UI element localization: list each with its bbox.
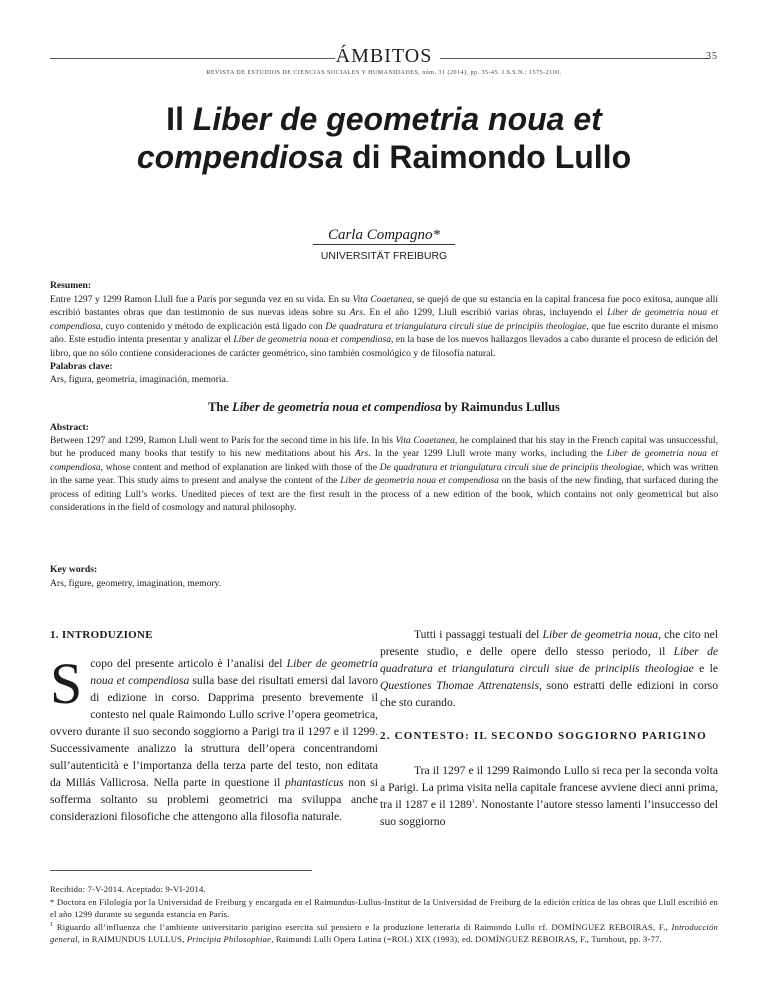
title-part: di Raimondo Lullo	[343, 139, 632, 175]
right-paragraph-2: Tra il 1297 e il 1299 Raimondo Lullo si reca per la seconda volta a Parigi. La prima visita nella capitale francese avviene dieci anni prima, tra il 1287 e il 1289$^1$. Nonostante l’autore stesso lamenti l’insuccesso del suo soggiorno	[380, 764, 718, 828]
journal-logo: ÁMBITOS	[335, 45, 433, 67]
resumen-text: Entre 1297 y 1299 Ramon Llull fue a París por segunda vez en su vida. En su Vita Coaetanea, se quejó de que su estancia en la capital francesa fue poco exitosa, aunque allí escribió bastantes obras que dan testimonio de sus nuevas ideas sobre su Ars. En el año 1299, Llull escribió varias obras, incluyendo el Liber de geometria noua et compendiosa, cuyo contenido y método de explicación está ligado con De quadratura et triangulatura circuli siue de principiis theologiae, que fue escrito durante el mismo año. Este estudio intenta presentar y analizar el Liber de geometria noua et compendiosa, en la base de los nuevos hallazgos llevados a cabo durante el proceso de edición del libro, que no sólo contiene consideraciones de carácter geométrico, sino también cosmológico y de filosofía natural.	[50, 294, 718, 359]
english-title: The Liber de geometria noua et compendiosa by Raimundus Lullus	[208, 400, 560, 414]
section1-column	[50, 627, 378, 825]
journal-subtitle: REVISTA DE ESTUDIOS DE CIENCIAS SOCIALES Y HUMANIDADES, núm. 31 (2014), pp. 35-45. I.S.S.N.: 1575-2100.	[206, 70, 562, 76]
author-name: Carla Compagno*	[327, 227, 441, 243]
title-part: Il	[166, 101, 193, 137]
abstract-text: Between 1297 and 1299, Ramon Llull went to Paris for the second time in his life. In his Vita Coaetanea, he complained that his stay in the French capital was unsuccessful, but he produced many books that testify to his new meditations about his Ars. In the year 1299 Llull wrote many works, including the Liber de geometria noua et compendiosa, whose content and method of explanation are linked with those of the De quadratura et triangulatura circuli siue de principiis theologiae, which was written in the same year. This study aims to present and analyse the content of the Liber de geometria noua et compendiosa on the basis of the new finding, that surfaced during the process of editing Lull’s works. Unedited pieces of text are the first result in the process of a new edition of the book, which contains not only geometrical but also considerations in the field of cosmology and natural philosophy.	[50, 435, 718, 514]
footnote-1: $^1$ Riguardo all’influenza che l’ambiente universitario parigino esercita sul pensiero e la produzione letteraria di Raimondo Lullo cf. DOMÍNGUEZ REBOIRAS, F., Introducción general, in RAIMUNDUS LULLUS, Principia Philosophiae, Raimundi Lulli Opera Latina (=ROL) XIX (1993), ed. DOMÍNGUEZ REBOIRAS, F., Turnhout, pp. 3-77.	[50, 922, 718, 944]
dropcap: S	[50, 651, 83, 716]
header-rule-right	[440, 58, 710, 59]
section1-paragraph: Scopo del presente articolo è l’analisi del Liber de geometria noua et compendiosa sulla base dei risultati emersi dal lavoro di edizione in corso. Dapprima presento brevemente il contesto nel quale Raimondo Lullo scrive l’opera geometrica, ovvero durante il suo secondo soggiorno a Parigi tra il 1297 e il 1299. Successivamente analizzo la struttura dell’opera concentrandomi sull’autenticità e l’importanza della terza parte del testo, non editata da Millás Vallicrosa. Nella parte in questione il phantasticus non si sofferma soltanto su problemi geometrici ma sviluppa anche considerazioni filosofiche che attengono alla filosofia naturale.	[50, 651, 379, 823]
author-affiliation: UNIVERSITÄT FREIBURG	[320, 250, 448, 262]
keywords-heading: Key words:	[50, 564, 98, 575]
resumen-heading: Resumen:	[50, 280, 92, 291]
palabras-text: Ars, figura, geometría, imaginación, memoria.	[50, 374, 229, 385]
section1-heading: 1. INTRODUZIONE	[50, 629, 153, 641]
author-footnote: * Doctora en Filología por la Universidad de Freiburg y encargada en el Raimundus-Lullus-Institut de la Universidad de Freiburg de la edición crítica de las obras que Llull escribió en el año 1299 durante su segunda estancia en París.	[50, 897, 718, 919]
section2-heading: 2. CONTESTO: IL SECONDO SOGGIORNO PARIGINO	[380, 730, 707, 742]
right-column	[380, 626, 718, 830]
title-italic: compendiosa	[136, 139, 344, 175]
abstract-heading: Abstract:	[50, 422, 89, 433]
received-note: Recibido: 7-V-2014. Aceptado: 9-VI-2014.	[50, 884, 206, 894]
article-title	[80, 100, 688, 176]
author-underline	[313, 244, 455, 245]
right-paragraph-1: Tutti i passaggi testuali del Liber de geometria noua, che cito nel presente studio, e delle opere dello stesso periodo, il Liber de quadratura et triangulatura circuli siue de principiis theologiae e le Questiones Thomae Attrenatensis, sono estratti delle edizioni in corso che sto curando.	[380, 628, 719, 709]
page-number: 35	[706, 51, 718, 62]
title-italic: Liber de geometria noua et	[192, 101, 602, 137]
palabras-heading: Palabras clave:	[50, 361, 113, 372]
footnote-rule	[50, 870, 312, 871]
keywords-text: Ars, figure, geometry, imagination, memory.	[50, 578, 222, 589]
